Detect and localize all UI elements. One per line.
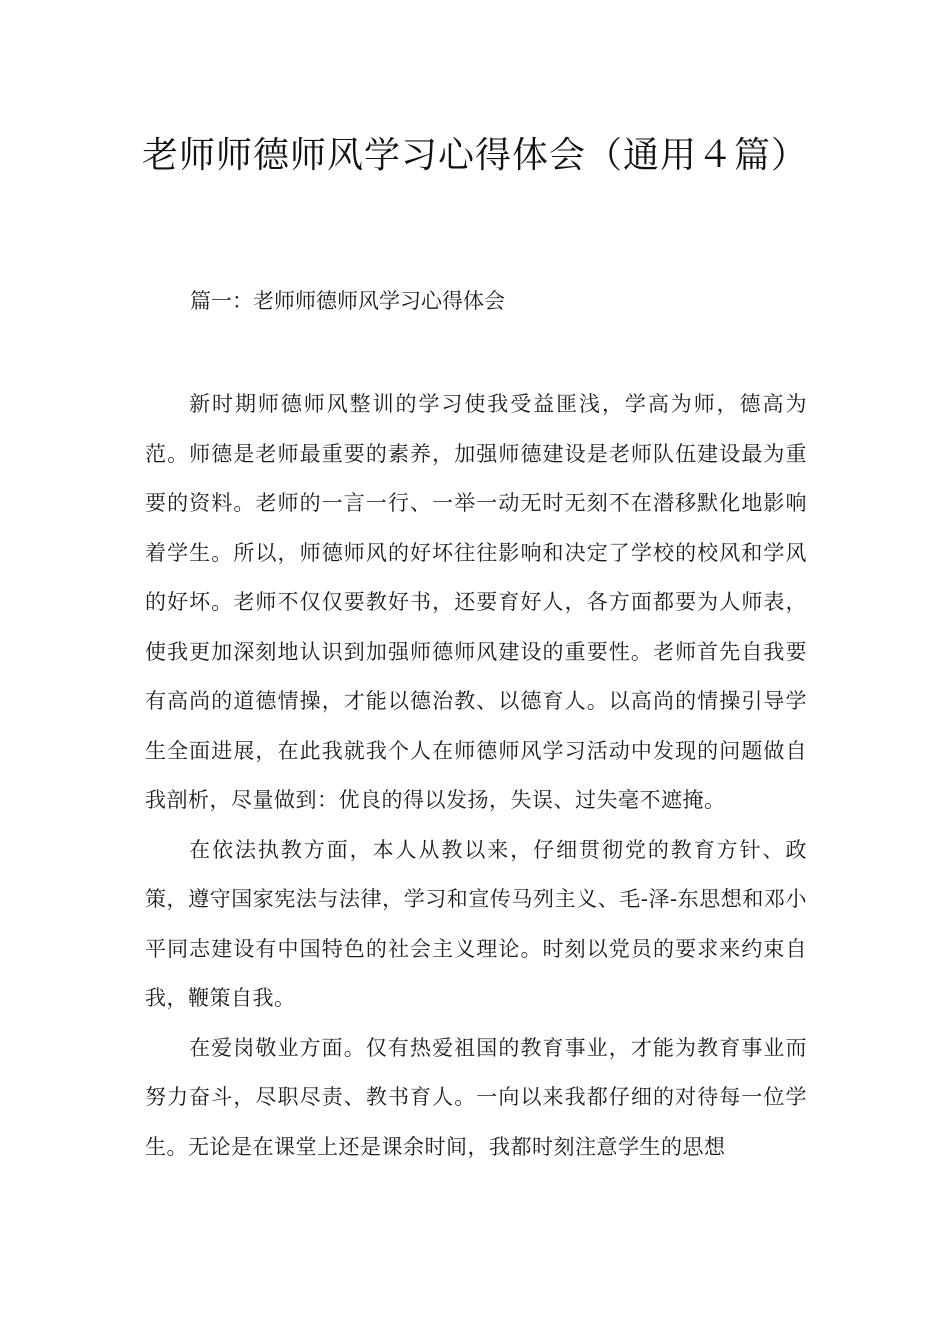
paragraph: 新时期师德师风整训的学习使我受益匪浅，学高为师，德高为范。师德是老师最重要的素养，加强师德建设是老师队伍建设最为重要的资料。老师的一言一行、一举一动无时无刻不在潜移默化地影响着学生。所以，师德师风的好坏往往影响和决定了学校的校风和学风的好坏。老师不仅仅要教好书，还要育好人，各方面都要为人师表，使我更加深刻地认识到加强师德师风建设的重要性。老师首先自我要有高尚的道德情操，才能以德治教、以德育人。以高尚的情操引导学生全面进展，在此我就我个人在师德师风学习活动中发现的问题做自我剖析，尽量做到：优良的得以发扬，失误、过失毫不遮掩。 [145, 392, 807, 812]
document-body [145, 380, 807, 1172]
document-title: 老师师德师风学习心得体会（通用４篇） [141, 135, 808, 176]
paragraph: 在爱岗敬业方面。仅有热爱祖国的教育事业，才能为教育事业而努力奋斗，尽职尽责、教书育人。一向以来我都仔细的对待每一位学生。无论是在课堂上还是课余时间，我都时刻注意学生的思想 [145, 1035, 807, 1159]
paragraph: 在依法执教方面，本人从教以来，仔细贯彻党的教育方针、政策，遵守国家宪法与法律，学习和宣传马列主义、毛-泽-东思想和邓小平同志建设有中国特色的社会主义理论。时刻以党员的要求来约束自我，鞭策自我。 [145, 837, 807, 1010]
section-heading: 篇一：老师师德师风学习心得体会 [190, 289, 505, 313]
